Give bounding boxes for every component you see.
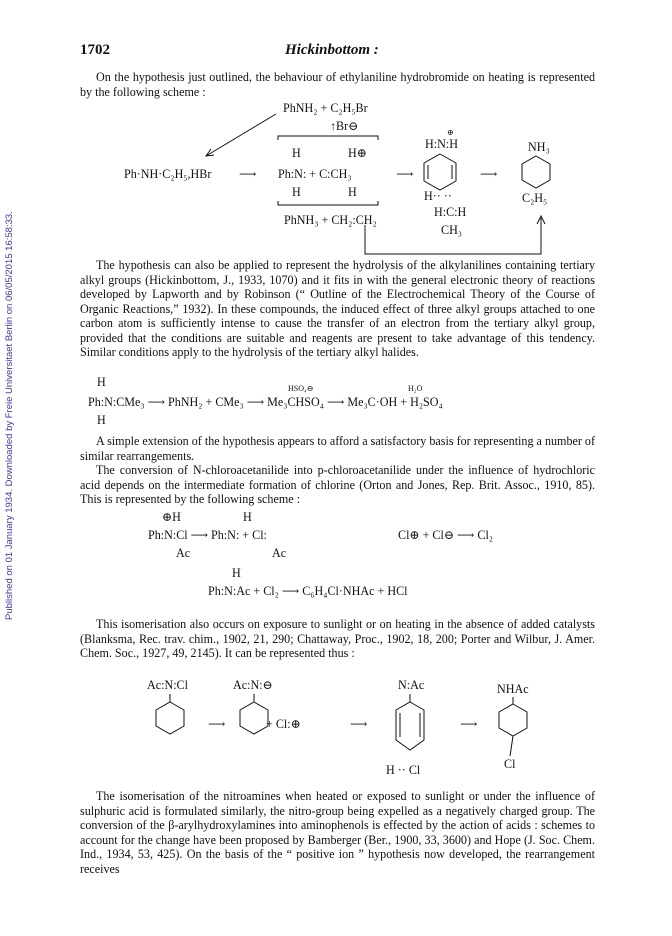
eq2-main: Ph:N:CMe₃ ⟶ PhNH₂ + CMe₃ ⟶ Me₃CHSO₄ ⟶ Me₃C·OH + H₂SO₄ (88, 395, 443, 409)
paragraph-3: A simple extension of the hypothesis appears to afford a satisfactory basis for representing a number of similar rearrangements. (80, 434, 595, 463)
scheme1-diagonal-arrow (206, 114, 276, 156)
scheme3-arrow-a: ⟶ (208, 717, 226, 731)
scheme1-h1: H (292, 146, 301, 160)
scheme1-ch3: CH₃ (441, 223, 463, 237)
scheme3-c: N:Ac (398, 678, 425, 692)
scheme1-hnh: H:N:H (425, 137, 458, 151)
scheme1-lower-bracket (278, 201, 378, 205)
scheme1-plus: ⊕ (447, 128, 454, 137)
scheme1-h2: H⊕ (348, 146, 367, 160)
scheme1-mid: Ph:N: + C:CH₃ (278, 167, 352, 181)
scheme2-ac-a: Ac (176, 546, 191, 560)
paragraph-6: The isomerisation of the nitroamines when heated or exposed to sunlight or under the influence of sulphuric acid is formulated similarly, the nitro-group being expelled as a negatively charged group. The conversion of the β-arylhydroxylamines into aminophenols is effected by the action of acids : schemes to account for the change have been proposed by Bamberger (Ber., 1900, 33, 3600) and Hope (J. Soc. Chem. Ind., 1934, 53, 425). On the basis of the “ positive ion ” hypothesis now developed, the rearrangement receives (80, 789, 595, 876)
scheme3-ring-d (499, 704, 527, 736)
scheme1-hch: H:C:H (434, 205, 467, 219)
eq2-h-top: H (97, 375, 106, 389)
scheme1-br: ↑Br⊖ (330, 119, 359, 133)
scheme3-arrow-c: ⟶ (460, 717, 478, 731)
scheme3-plus-cl: + Cl:⊕ (266, 717, 301, 731)
scheme1-arrow-c: ⟶ (480, 167, 498, 181)
scheme1-hdots: H·· ·· (424, 189, 452, 203)
scheme1-upper-bracket (278, 136, 378, 140)
scheme3-a: Ac:N:Cl (147, 678, 188, 692)
scheme3-ring-a (156, 702, 184, 734)
scheme2-line2: Ph:N:Ac + Cl₂ ⟶ C₆H₄Cl·NHAc + HCl (208, 584, 408, 598)
scheme2-h-c: H (232, 566, 241, 580)
page-number: 1702 (80, 42, 110, 58)
scheme3-b: Ac:N:⊖ (233, 678, 273, 692)
scheme3-cl: Cl (504, 757, 516, 771)
scheme1-ring-1 (424, 154, 456, 190)
download-notice-text: Published on 01 January 1934. Downloaded by Freie Universitaet Berlin on 06/05/2015 16:58:33. (4, 211, 15, 620)
scheme3-d: NHAc (497, 682, 529, 696)
scheme1-nh3: NH₃ (528, 140, 550, 154)
paragraph-2: The hypothesis can also be applied to represent the hydrolysis of the alkylanilines containing tertiary alkyl groups (Hickinbottom, J., 1933, 1070) and it fits in with the general electronic theory of reactions developed by Lapworth and by Robinson (“ Outline of the Electrochemical Theory of the Course of Organic Reactions,” 1932). In these compounds, the induced effect of three alkyl groups attached to one carbon atom is sufficiently intense to cause the transfer of an electron from the tertiary alkyl group, provided that the conditions are suitable and reagents are present to take advantage of this tendency. Similar conditions apply to the hydrolysis of the tertiary alkyl halides. (80, 258, 595, 359)
scheme3-ring-b (240, 702, 268, 734)
scheme2-cl-eq: Cl⊕ + Cl⊖ ⟶ Cl₂ (398, 528, 494, 542)
scheme3-bond-d-cl (510, 736, 513, 756)
scheme1-return-path (365, 218, 541, 254)
running-head: Hickinbottom : (285, 42, 379, 58)
scheme1-arrow-a: ⟶ (239, 167, 257, 181)
eq2-h2o: H₂O (408, 384, 423, 393)
scheme2-h-a: ⊕H (162, 510, 181, 524)
scheme1-c2h5: C₂H₅ (522, 191, 548, 205)
paragraph-4: The conversion of N-chloroacetanilide into p-chloroacetanilide under the influence of hydrochloric acid depends on the intermediate formation of chlorine (Orton and Jones, Rep. Brit. Assoc., 1910, 85). This is represented by the following scheme : (80, 463, 595, 506)
scheme2-ac-b: Ac (272, 546, 287, 560)
scheme2-h-b: H (243, 510, 252, 524)
paragraph-5: This isomerisation also occurs on exposure to sunlight or on heating in the absence of added catalysts (Blanksma, Rec. trav. chim., 1902, 21, 290; Chattaway, Proc., 1902, 18, 200; Porter and Wilbur, J. Amer. Chem. Soc., 1927, 49, 2145). It can be represented thus : (80, 617, 595, 660)
scheme3-arrow-b: ⟶ (350, 717, 368, 731)
scheme3-hcl: H ·· Cl (386, 763, 421, 777)
eq2-hso4: HSO₄⊖ (288, 384, 314, 393)
scheme1-left: Ph·NH·C₂H₅,HBr (124, 167, 212, 181)
eq2-h-bot: H (97, 413, 106, 427)
scheme1-h3: H (292, 185, 301, 199)
scheme1-h4: H (348, 185, 357, 199)
scheme1-ring-2 (522, 156, 550, 188)
scheme1-top: PhNH₂ + C₂H₅Br (283, 101, 368, 115)
scheme1-bottom: PhNH₃ + CH₂:CH₂ (284, 213, 377, 227)
scheme1-arrow-b: ⟶ (396, 167, 414, 181)
paragraph-1: On the hypothesis just outlined, the behaviour of ethylaniline hydrobromide on heating is represented by the following scheme : (80, 70, 595, 99)
scheme2-line1: Ph:N:Cl ⟶ Ph:N: + Cl: (148, 528, 267, 542)
